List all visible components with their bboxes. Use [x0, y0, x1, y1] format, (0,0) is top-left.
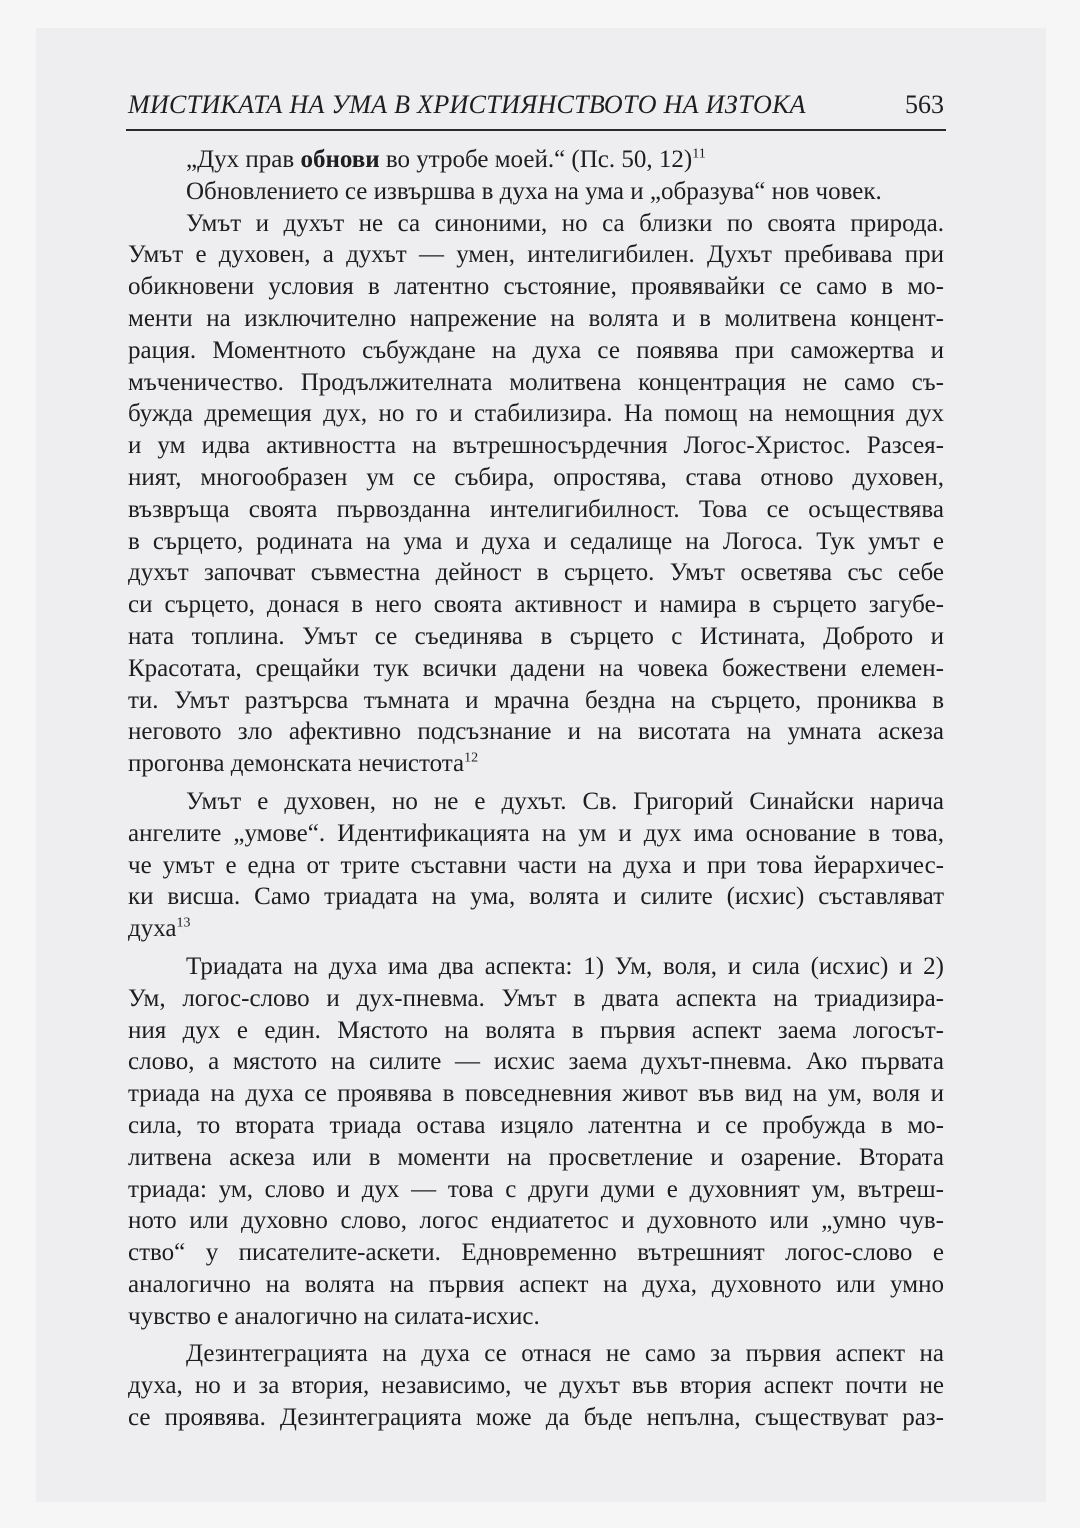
running-header	[128, 88, 944, 122]
text-line: Ум, логос-слово и дух-пневма. Умът в двата аспекта на триадизира-	[128, 984, 944, 1012]
text-line: ната топлина. Умът се съединява в сърцето с Истината, Доброто и	[128, 622, 944, 650]
footnote-ref: 13	[176, 915, 191, 931]
header-rule	[126, 129, 946, 131]
text-line: ки висша. Само триадата на ума, волята и силите (исхис) съставляват	[128, 883, 944, 911]
text-line: че умът е една от трите съставни части на духа и при това йерархичес-	[128, 851, 944, 879]
paragraph	[128, 1338, 944, 1433]
text-line: ното или духовно слово, логос ендиатетос и духовното или „умно чув-	[128, 1207, 944, 1235]
text-line: менти на изключително напрежение на волята и в молитвена концент-	[128, 304, 944, 332]
text-line: триада: ум, слово и дух — това с други думи е духовният ум, вътреш-	[128, 1175, 944, 1203]
footnote-ref: 11	[692, 146, 706, 162]
paragraph	[128, 951, 944, 1333]
text-line: в сърцето, родината на ума и духа и седалище на Логоса. Тук умът е	[128, 527, 944, 555]
text-line: Умът е духовен, но не е духът. Св. Григорий Синайски нарича	[186, 787, 944, 815]
paragraph	[128, 208, 944, 780]
text-line: ство“ у писателите-аскети. Едновременно вътрешният логос-слово е	[128, 1239, 944, 1267]
text-line: триада на духа се проявява в повседневния живот във вид на ум, воля и	[128, 1080, 944, 1108]
text-line: мъченичество. Продължителната молитвена концентрация не само съ-	[128, 368, 944, 396]
text-line: ния дух е един. Мястото на волята в първия аспект заема логосът-	[128, 1016, 944, 1044]
text-line: духа$^{13}$	[128, 915, 191, 943]
text-line: бужда дремещия дух, но го и стабилизира. На помощ на немощния дух	[128, 400, 944, 428]
paragraph	[128, 786, 944, 945]
text-line: Умът и духът не са синоними, но са близки по своята природа.	[186, 209, 944, 237]
paragraph	[128, 176, 944, 208]
text-line: „Дух прав обнови во утробе моей.“ (Пс. 50, 12)$^{11}$	[186, 146, 706, 173]
text-line: възвръща своята първозданна интелигибилност. Това се осъществява	[128, 495, 944, 523]
page-number: 563	[905, 90, 944, 119]
text-line: слово, а мястото на силите — исхис заема духът-пневма. Ако първата	[128, 1048, 944, 1076]
text-line: ангелите „умове“. Идентификацията на ум и дух има основание в това,	[128, 819, 944, 847]
body-text	[128, 144, 944, 1434]
text-line: Умът е духовен, а духът — умен, интелигибилен. Духът пребивава при	[128, 241, 944, 269]
text-line: ти. Умът разтърсва тъмната и мрачна бездна на сърцето, прониква в	[128, 686, 944, 714]
text-line: Красотата, срещайки тук всички дадени на човека божествени елемен-	[128, 654, 944, 682]
text-line: Триадата на духа има два аспекта: 1) Ум, воля, и сила (исхис) и 2)	[186, 952, 944, 980]
text-line: ният, многообразен ум се събира, опростява, става отново духовен,	[128, 463, 944, 491]
text-line: и ум идва активността на вътрешносърдечния Логос-Христос. Разсея-	[128, 432, 944, 460]
text-line: духът започват съвместна дейност в сърцето. Умът осветява със себе	[128, 559, 944, 587]
text-line: сила, то втората триада остава изцяло латентна и се пробужда в мо-	[128, 1111, 944, 1139]
text-line: обикновени условия в латентно състояние, проявявайки се само в мо-	[128, 273, 944, 301]
text-line: чувство е аналогично на силата-исхис.	[128, 1302, 540, 1330]
text-line: духа, но и за втория, независимо, че духът във втория аспект почти не	[128, 1372, 944, 1400]
paragraph	[128, 144, 944, 176]
text-line: се проявява. Дезинтеграцията може да бъде непълна, съществуват раз-	[128, 1404, 944, 1432]
text-line: прогонва демонската нечистота$^{12}$	[128, 750, 479, 778]
text-line: литвена аскеза или в моменти на просветление и озарение. Втората	[128, 1143, 944, 1171]
text-line: си сърцето, донася в него своята активност и намира в сърцето загубе-	[128, 591, 944, 619]
footnote-ref: 12	[464, 750, 479, 766]
text-line: рация. Моментното събуждане на духа се появява при саможертва и	[128, 336, 944, 364]
running-title: МИСТИКАТА НА УМА В ХРИСТИЯНСТВОТО НА ИЗТОКА	[128, 90, 806, 119]
text-line: неговото зло афективно подсъзнание и на висотата на умната аскеза	[128, 718, 944, 746]
text-line: Обновлението се извършва в духа на ума и „образува“ нов човек.	[186, 177, 882, 205]
text-line: Дезинтеграцията на духа се отнася не само за първия аспект на	[186, 1340, 944, 1368]
text-line: аналогично на волята на първия аспект на духа, духовното или умно	[128, 1270, 944, 1298]
bold-word: обнови	[300, 146, 380, 173]
